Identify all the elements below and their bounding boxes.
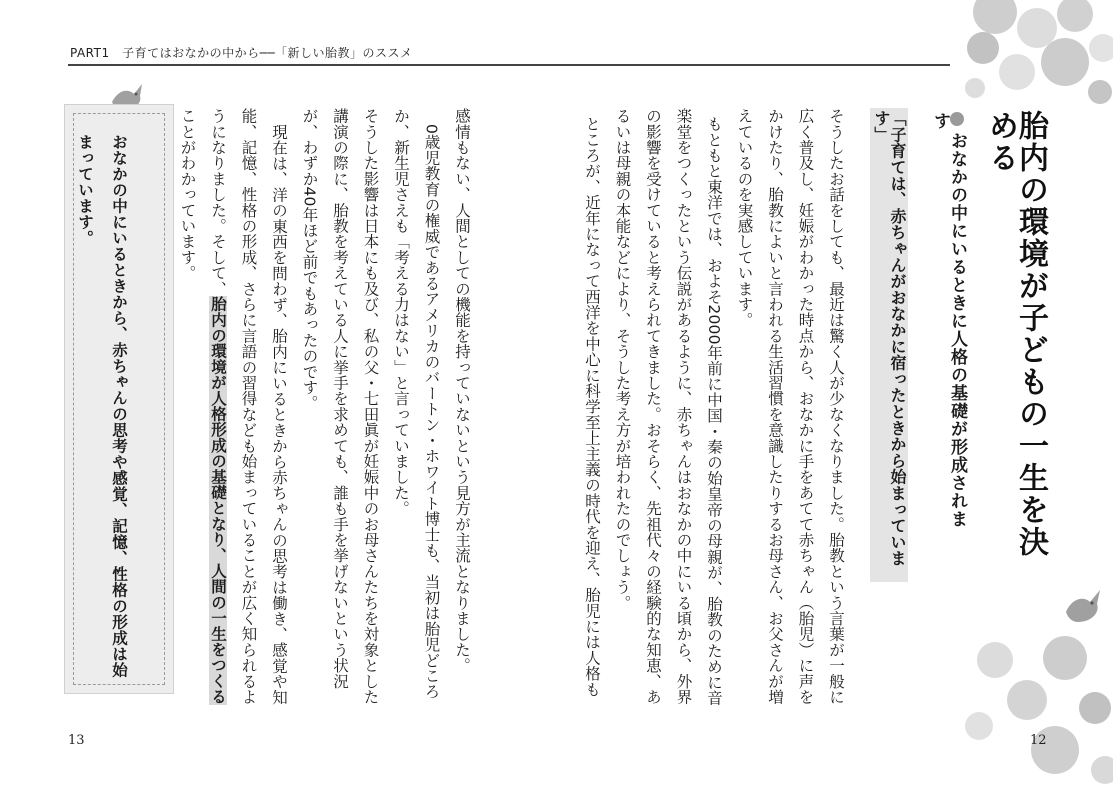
bird-icon (1060, 586, 1106, 626)
paragraph: ところが、近年になって西洋を中心に科学至上主義の時代を迎え、胎児には人格も (583, 115, 601, 697)
paragraph: 0歳児教育の権威であるアメリカのバートン・ホワイト博士も、当初は胎児どころか、新生児さえも「考える力はない」と言っていました。 (392, 108, 441, 699)
summary-text: おなかの中にいるときから、赤ちゃんの思考や感覚、記憶、性格の形成は始まっています。 (76, 134, 128, 678)
subheading-text: おなかの中にいるときに人格の基礎が形成されます (930, 112, 967, 528)
paragraph: もともと東洋では、およそ2000年前に中国・秦の始皇帝の母親が、胎教のために音楽堂をつくったという伝説があるように、赤ちゃんはおなかの中にいる頃から、外界の影響を受けていると考えられてきました。おそらく、先祖代々の経験的な知恵、あるいは母親の本能などにより、そうした考え方が培われたのでしょう。 (613, 108, 723, 706)
bullet-icon (950, 112, 964, 126)
paragraph: そうした影響は日本にも及び、私の父・七田眞が妊娠中のお母さんたちを対象とした講演の際に、胎教を考えている人に挙手を求めても、誰も手を挙げないという状況が、わずか40年ほど前でもあったのです。 (300, 108, 380, 705)
subheading (931, 112, 965, 532)
highlighted-phrase: 胎内の環境が人格形成の基礎となり、人間の一生をつくる (209, 296, 227, 705)
body-text-right-page (577, 108, 852, 708)
watercolor-circles-bottom-decoration (955, 630, 1113, 788)
body-text-left-page (172, 108, 477, 708)
page-number-left: 13 (68, 733, 85, 748)
paragraph-text: ことがわかっています。 (178, 108, 197, 281)
page-number-right: 12 (1030, 733, 1047, 748)
quote-heading: 「子育ては、赤ちゃんがおなかに宿ったときから始まっています」 (870, 108, 908, 582)
header-rule (68, 64, 950, 66)
paragraph-text: 現在は、洋の東西を問わず、胎内にいるときから赤ちゃんの思考は働き、感覚や知能、記憶、性格の形成、さらに言語の習得なども始まっていることが広く知られるようになりました。そして、 (209, 108, 288, 705)
summary-box (64, 104, 174, 694)
watercolor-circles-top-decoration (955, 0, 1113, 110)
paragraph: そうしたお話をしても、最近は驚く人が少なくなりました。胎教という言葉が一般に広く普及し、妊娠がわかった時点から、おなかに手をあてて赤ちゃん（胎児）に声をかけたり、胎教によいと言われる生活習慣を意識したりするお母さん、お父さんが増えているのを実感しています。 (735, 108, 845, 705)
running-header: PART1 子育てはおなかの中から──「新しい胎教」のススメ (70, 46, 413, 60)
page-title: 胎内の環境が子どもの一生を決める (983, 110, 1048, 558)
paragraph-with-highlight (172, 108, 294, 708)
paragraph: 感情もない、人間としての機能を持っていないという見方が主流となりました。 (453, 108, 471, 674)
summary-box-dashed-border (73, 113, 165, 685)
